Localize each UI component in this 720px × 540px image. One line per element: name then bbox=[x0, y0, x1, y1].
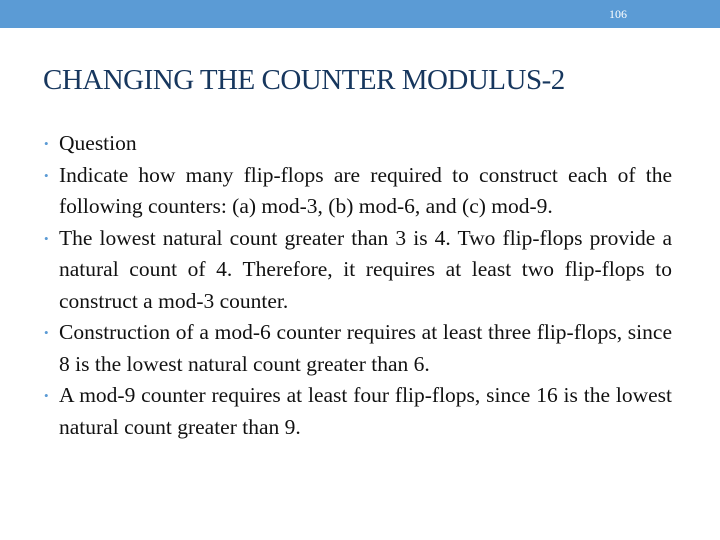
bullet-list bbox=[44, 128, 672, 443]
bullet-dot-icon: • bbox=[44, 167, 49, 183]
slide-title: CHANGING THE COUNTER MODULUS-2 bbox=[43, 64, 565, 96]
header-bar bbox=[0, 0, 720, 28]
bullet-text: Question bbox=[59, 131, 137, 155]
bullet-item bbox=[44, 160, 672, 223]
bullet-text: A mod-9 counter requires at least four flip-flops, since 16 is the lowest natural count greater than 9. bbox=[59, 383, 672, 439]
bullet-dot-icon: • bbox=[44, 230, 49, 246]
bullet-text: Indicate how many flip-flops are required to construct each of the following counters: (a) mod-3, (b) mod-6, and (c) mod-9. bbox=[59, 162, 672, 218]
bullet-item bbox=[44, 223, 672, 318]
bullet-dot-icon: • bbox=[44, 325, 49, 340]
bullet-item bbox=[44, 380, 672, 443]
page-number: 106 bbox=[609, 7, 627, 21]
bullet-text: The lowest natural count greater than 3 is 4. Two flip-flops provide a natural count of 4. Therefore, it requires at least two flip-flops to construct a mod-3 counter. bbox=[59, 225, 672, 313]
bullet-dot-icon: • bbox=[44, 388, 49, 403]
bullet-text: Construction of a mod-6 counter requires at least three flip-flops, since 8 is the lowest natural count greater than 6. bbox=[59, 320, 672, 376]
bullet-dot-icon: • bbox=[44, 136, 49, 151]
bullet-item bbox=[44, 317, 672, 380]
bullet-item bbox=[44, 128, 672, 160]
